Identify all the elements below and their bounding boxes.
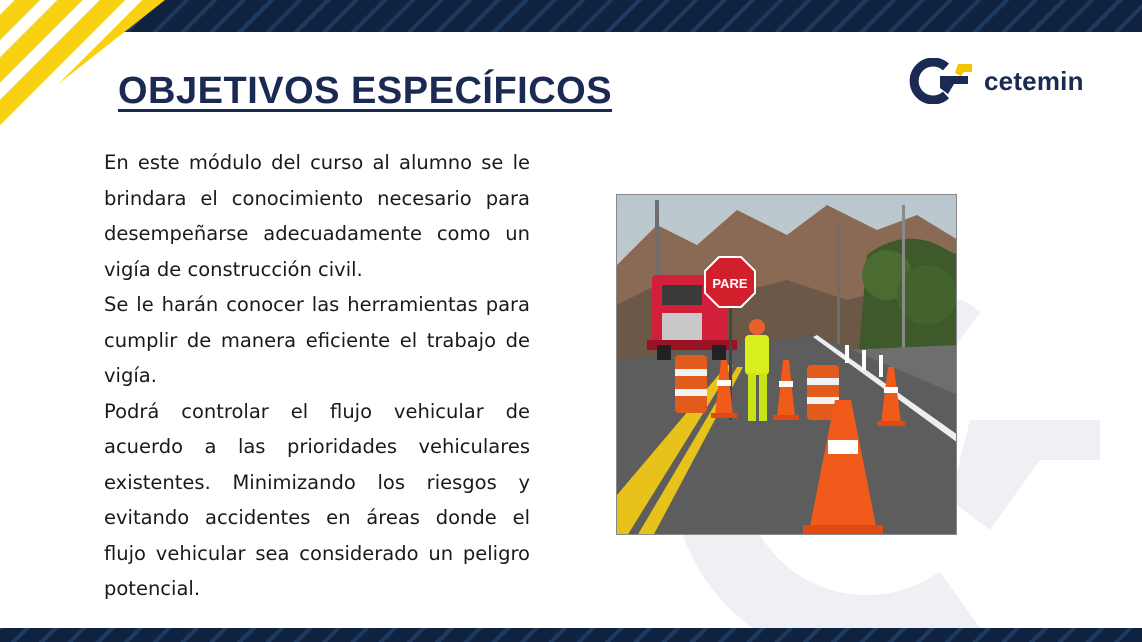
cetemin-logo-icon xyxy=(906,58,974,104)
road-worker-photo xyxy=(616,194,957,535)
stop-sign-text: PARE xyxy=(712,276,748,291)
paragraph-2: Se le harán conocer las herramientas para cumplir de manera eficiente el trabajo de vigía. xyxy=(104,293,530,387)
bottom-stripe-band xyxy=(0,628,1142,642)
traffic-barrel-icon xyxy=(675,355,707,413)
body-text xyxy=(104,145,530,607)
page-title: OBJETIVOS ESPECÍFICOS xyxy=(118,70,613,112)
cetemin-logo xyxy=(906,56,1116,106)
top-stripe-band xyxy=(0,0,1142,32)
logo-text: cetemin xyxy=(984,65,1084,96)
paragraph-1: En este módulo del curso al alumno se le brindara el conocimiento necesario para desempeñarse adecuadamente como un vigía de construcción civil. xyxy=(104,151,530,281)
paragraph-3: Podrá controlar el flujo vehicular de acuerdo a las prioridades vehiculares existentes. Minimizando los riesgos y evitando accidentes en áreas donde el flujo vehicular sea considerado un peligro potencial. xyxy=(104,399,530,600)
